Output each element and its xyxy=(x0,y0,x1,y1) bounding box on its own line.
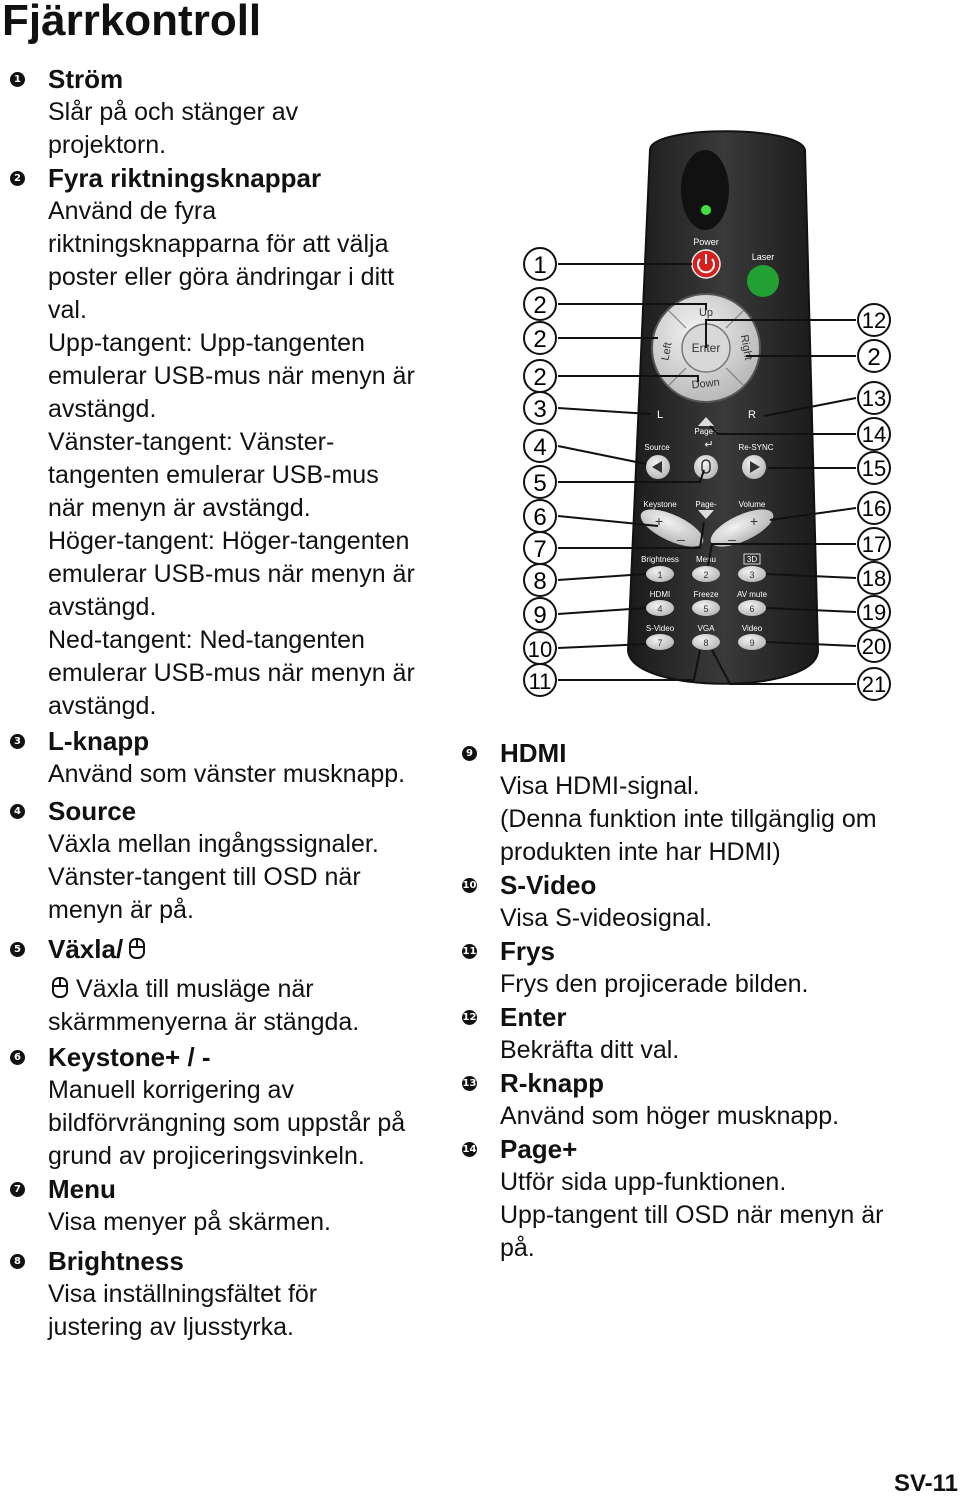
laser-label: Laser xyxy=(751,252,775,262)
callout-number: 18 xyxy=(861,566,887,591)
item-text: riktningsknapparna för att välja xyxy=(48,230,389,258)
item-text: avstängd. xyxy=(48,593,157,621)
item-heading: Brightness xyxy=(48,1246,184,1276)
item-page-up xyxy=(452,1133,952,1265)
item-text: Vänster-tangent: Vänster- xyxy=(48,428,335,456)
item-text: bildförvrängning som uppstår på xyxy=(48,1109,406,1137)
mouse-icon xyxy=(129,938,145,959)
digit-label: 8 xyxy=(703,638,709,648)
callout-number: 20 xyxy=(861,634,887,659)
callout-number: 9 xyxy=(533,602,547,629)
callout-number: 6 xyxy=(533,504,547,531)
item-toggle-mouse xyxy=(0,933,470,1039)
item-number: 5 xyxy=(10,942,25,957)
menu-label: Menu xyxy=(695,555,717,564)
item-r-button xyxy=(452,1067,952,1133)
callout-number: 17 xyxy=(861,532,887,557)
item-brightness xyxy=(0,1245,470,1344)
item-text: Visa menyer på skärmen. xyxy=(48,1208,331,1236)
item-heading: Menu xyxy=(48,1174,116,1204)
item-enter xyxy=(452,1001,952,1067)
item-text-span: Växla till musläge när xyxy=(76,975,314,1003)
item-text: emulerar USB-mus när menyn är xyxy=(48,560,415,588)
callout-number: 14 xyxy=(861,422,887,447)
item-number: 11 xyxy=(462,946,477,957)
item-power xyxy=(0,63,470,162)
callout-number: 5 xyxy=(533,470,547,497)
item-hdmi xyxy=(452,737,952,869)
down-button[interactable]: Down xyxy=(691,376,721,392)
item-number: 8 xyxy=(10,1254,25,1269)
item-heading: S-Video xyxy=(500,870,597,900)
item-text: produkten inte har HDMI) xyxy=(500,838,781,866)
item-text: Upp-tangent till OSD när menyn är xyxy=(500,1201,884,1229)
callout-number: 2 xyxy=(533,326,547,353)
callout-number: 21 xyxy=(861,672,887,697)
item-text: Visa S-videosignal. xyxy=(500,904,713,932)
item-number: 4 xyxy=(10,804,25,819)
item-number: 7 xyxy=(10,1182,25,1197)
item-svideo xyxy=(452,869,952,935)
callout-number: 1 xyxy=(533,252,547,279)
callout-number: 2 xyxy=(867,344,881,371)
item-heading: HDMI xyxy=(500,738,567,768)
item-text: Manuell korrigering av xyxy=(48,1076,294,1104)
callout-number: 3 xyxy=(533,396,547,423)
callout-number: 4 xyxy=(533,434,547,461)
plus-icon: + xyxy=(749,513,759,529)
item-heading: R-knapp xyxy=(500,1068,604,1098)
item-heading-text: Växla/ xyxy=(48,934,124,964)
left-column xyxy=(0,63,470,1344)
toggle-mouse-button[interactable] xyxy=(694,455,718,479)
right-column xyxy=(452,737,952,1265)
item-heading: Frys xyxy=(500,936,555,966)
item-text: Slår på och stänger av xyxy=(48,98,299,126)
item-direction-keys xyxy=(0,162,470,723)
callout-number: 2 xyxy=(533,292,547,319)
vga-label: VGA xyxy=(697,624,715,633)
status-led-icon xyxy=(701,205,711,215)
item-text: grund av projiceringsvinkeln. xyxy=(48,1142,365,1170)
item-text: (Denna funktion inte tillgänglig om xyxy=(500,805,877,833)
item-heading: Keystone+ / - xyxy=(48,1042,211,1072)
item-text: emulerar USB-mus när menyn är xyxy=(48,659,415,687)
keystone-label: Keystone xyxy=(643,500,677,509)
item-number: 6 xyxy=(10,1050,25,1065)
callout-number: 16 xyxy=(861,496,887,521)
video-label: Video xyxy=(741,624,763,633)
page-up-label: Page+ xyxy=(694,427,718,436)
item-number: 9 xyxy=(462,746,477,761)
callout-number: 11 xyxy=(528,669,552,694)
minus-icon: – xyxy=(728,531,736,547)
item-text: emulerar USB-mus när menyn är xyxy=(48,362,415,390)
item-source xyxy=(0,795,470,927)
item-number: 2 xyxy=(10,171,25,186)
source-label: Source xyxy=(644,443,670,452)
item-text: Visa HDMI-signal. xyxy=(500,772,700,800)
page-title: Fjärrkontroll xyxy=(2,0,262,45)
item-text: Använd som höger musknapp. xyxy=(500,1102,840,1130)
avmute-label: AV mute xyxy=(736,590,768,599)
item-text: val. xyxy=(48,296,87,324)
item-text: Ned-tangent: Ned-tangenten xyxy=(48,626,365,654)
enter-arrow-icon: ↵ xyxy=(704,439,714,451)
digit-label: 2 xyxy=(703,570,709,580)
item-number: 10 xyxy=(462,880,477,891)
power-label: Power xyxy=(693,237,719,247)
item-heading: Fyra riktningsknappar xyxy=(48,163,322,193)
item-text: Höger-tangent: Höger-tangenten xyxy=(48,527,410,555)
callouts-right xyxy=(858,304,890,700)
item-text: tangenten emulerar USB-mus xyxy=(48,461,379,489)
item-heading: Page+ xyxy=(500,1134,578,1164)
digit-label: 5 xyxy=(703,604,709,614)
callout-number: 13 xyxy=(861,386,887,411)
item-heading: Ström xyxy=(48,64,124,94)
item-text: Upp-tangent: Upp-tangenten xyxy=(48,329,365,357)
right-button[interactable]: Right xyxy=(737,333,755,362)
digit-label: 4 xyxy=(657,604,663,614)
item-heading: Enter xyxy=(500,1002,567,1032)
item-text: Bekräfta ditt val. xyxy=(500,1036,680,1064)
volume-label: Volume xyxy=(738,500,766,509)
item-text: Utför sida upp-funktionen. xyxy=(500,1168,787,1196)
item-heading: L-knapp xyxy=(48,726,150,756)
digit-label: 1 xyxy=(657,570,663,580)
item-text: projektorn. xyxy=(48,131,167,159)
left-button[interactable]: Left xyxy=(659,341,675,362)
mouse-icon xyxy=(52,977,68,998)
resync-label: Re-SYNC xyxy=(738,443,774,452)
digit-label: 6 xyxy=(749,604,755,614)
item-menu xyxy=(0,1173,470,1239)
freeze-label: Freeze xyxy=(693,590,719,599)
svideo-label: S-Video xyxy=(645,624,675,633)
callout-number: 10 xyxy=(527,637,553,662)
callout-number: 7 xyxy=(533,536,547,563)
l-button[interactable]: L xyxy=(656,409,664,421)
callouts-left xyxy=(524,248,556,696)
hdmi-label: HDMI xyxy=(649,590,671,599)
laser-button[interactable] xyxy=(747,265,779,297)
item-text: avstängd. xyxy=(48,692,157,720)
item-text: menyn är på. xyxy=(48,896,194,924)
digit-label: 9 xyxy=(749,638,755,648)
item-text: Vänster-tangent till OSD när xyxy=(48,863,361,891)
item-text: på. xyxy=(500,1234,535,1262)
threed-label: 3D xyxy=(746,555,758,564)
item-number: 1 xyxy=(10,72,25,87)
item-text xyxy=(48,973,470,1006)
item-text: Använd som vänster musknapp. xyxy=(48,760,406,788)
item-text: poster eller göra ändringar i ditt xyxy=(48,263,395,291)
up-button[interactable]: Up xyxy=(698,307,714,319)
item-l-button xyxy=(0,725,470,791)
item-text: Visa inställningsfältet för xyxy=(48,1280,318,1308)
item-number: 3 xyxy=(10,734,25,749)
item-freeze xyxy=(452,935,952,1001)
callout-number: 12 xyxy=(861,308,887,333)
page-down-label: Page- xyxy=(695,500,717,509)
digit-label: 7 xyxy=(657,638,663,648)
item-heading: Source xyxy=(48,796,137,826)
remote-diagram xyxy=(500,130,920,710)
ir-window xyxy=(681,150,729,230)
page-number: SV-11 xyxy=(893,1470,958,1497)
r-button[interactable]: R xyxy=(748,409,756,421)
item-number: 13 xyxy=(462,1078,477,1089)
item-text: Använd de fyra xyxy=(48,197,217,225)
item-heading xyxy=(48,933,470,966)
item-text: när menyn är avstängd. xyxy=(48,494,311,522)
item-text: justering av ljusstyrka. xyxy=(48,1313,294,1341)
minus-icon: – xyxy=(677,531,685,547)
item-text: Växla mellan ingångssignaler. xyxy=(48,830,379,858)
callout-number: 15 xyxy=(861,456,887,481)
enter-label: Enter xyxy=(691,341,721,355)
item-number: 12 xyxy=(462,1012,477,1023)
item-text: avstängd. xyxy=(48,395,157,423)
item-keystone xyxy=(0,1041,470,1173)
digit-label: 3 xyxy=(749,570,755,580)
item-text: Frys den projicerade bilden. xyxy=(500,970,809,998)
callout-number: 2 xyxy=(533,364,547,391)
item-text: skärmmenyerna är stängda. xyxy=(48,1008,360,1036)
item-number: 14 xyxy=(462,1144,477,1155)
callout-number: 19 xyxy=(861,600,887,625)
brightness-label: Brightness xyxy=(641,555,679,564)
plus-icon: + xyxy=(654,513,664,529)
callout-number: 8 xyxy=(533,568,547,595)
